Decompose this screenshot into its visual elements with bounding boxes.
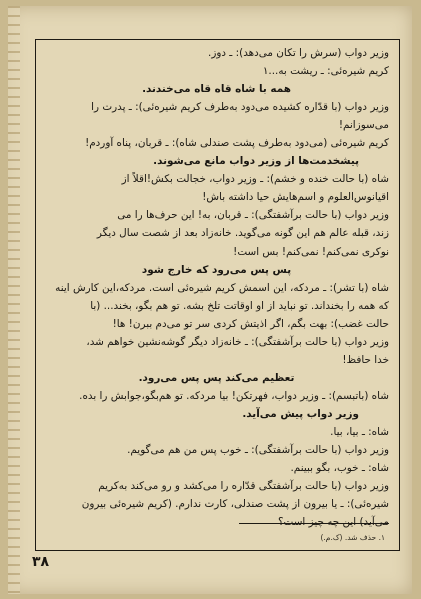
text-line: وزیر دواب (با حالت برآشفتگی قدّاره را می‌کشد و رو می‌کند به‌کریم [98,480,389,493]
text-line: شاه (با حالت خنده و خشم): ـ وزیر دواب، خجالت بکش!اقلاً از [121,173,389,186]
stage-direction: پیشخدمت‌ها از وزیر دواب مانع می‌شوند. [153,155,359,168]
text-line: می‌سوزانم! [338,119,389,132]
text-line: وزیر دواب (با حالت برآشفتگی): ـ قربان، به! این حرف‌ها را می‌ [117,209,389,222]
text-line: شاه (با تشر): ـ مردکه، این اسمش کریم شیره‌ئی است. مردکه،این کارش اینه [55,281,389,294]
stage-direction: وزیر دواب پیش می‌آید. [242,407,359,420]
footnote: ۱. حذف شد. (ک.م.) [320,533,385,542]
book-page [8,6,412,594]
text-line: اقیانوس‌العلوم و اسم‌هایش حیا داشته باش! [202,191,389,204]
text-line: خدا حافظ! [342,353,389,366]
stage-direction: تعظیم می‌کند پس پس می‌رود. [138,371,295,384]
text-line: وزیر دواب (با حالت برآشفتگی): ـ خوب پس من هم می‌گویم. [127,444,389,457]
footnote-divider [239,523,389,524]
stage-direction: پس پس می‌رود که خارج شود [141,263,292,276]
text-line: شاه: ـ بیا، بیا. [330,425,389,438]
text-line: شاه (باتبسم): ـ وزیر دواب، فهرتکن! بیا مردکه. تو هم‌بگو،جوابش را بده. [79,389,389,402]
text-line: وزیر دواب (سرش را تکان می‌دهد): ـ دوز. [208,47,389,59]
text-line: وزیر دواب (با قدّاره کشیده می‌دود به‌طرف کریم شیره‌ئی): ـ پدرت را [91,101,389,114]
page-binding-edge [8,6,20,594]
text-line: می‌آید) این چه چیز است؟ [277,516,389,529]
stage-direction: همه با شاه قاه قاه می‌خندند. [142,83,291,96]
text-frame [35,39,400,551]
text-line: شیره‌ئی): ـ یا بیرون از پشت صندلی، کارت ندارم. (کریم شیره‌ئی بیرون [81,498,389,511]
text-line: وزیر دواب (با حالت برآشفتگی): ـ خانه‌زاد دیگر گوشه‌نشین خواهم شد، [86,335,389,348]
text-line: کریم شیره‌ئی (می‌دود به‌طرف پشت صندلی شاه): ـ قربان، پناه آوردم! [85,137,389,150]
text-line: شاه: ـ خوب، بگو ببینم. [290,462,389,475]
text-line: کریم شیره‌ئی: ـ ریشت به...۱ [262,65,389,78]
text-line: زند، قبله عالم هم این گونه می‌گوید. خانه‌زاد بعد از شصت سال دیگر [96,227,389,240]
text-line: که همه را بخنداند. تو نباید از او اوقاتت تلخ بشه. تو هم بگو، بخند... (با [90,299,389,312]
text-line: حالت غضب): بهت بگم، اگر اذیتش کردی سر تو می‌دم ببرن! ها! [112,317,389,330]
text-line: نوکری نمی‌کنم! نمی‌کنم! بس است! [233,245,389,258]
page-number: ۳۸ [32,554,50,570]
